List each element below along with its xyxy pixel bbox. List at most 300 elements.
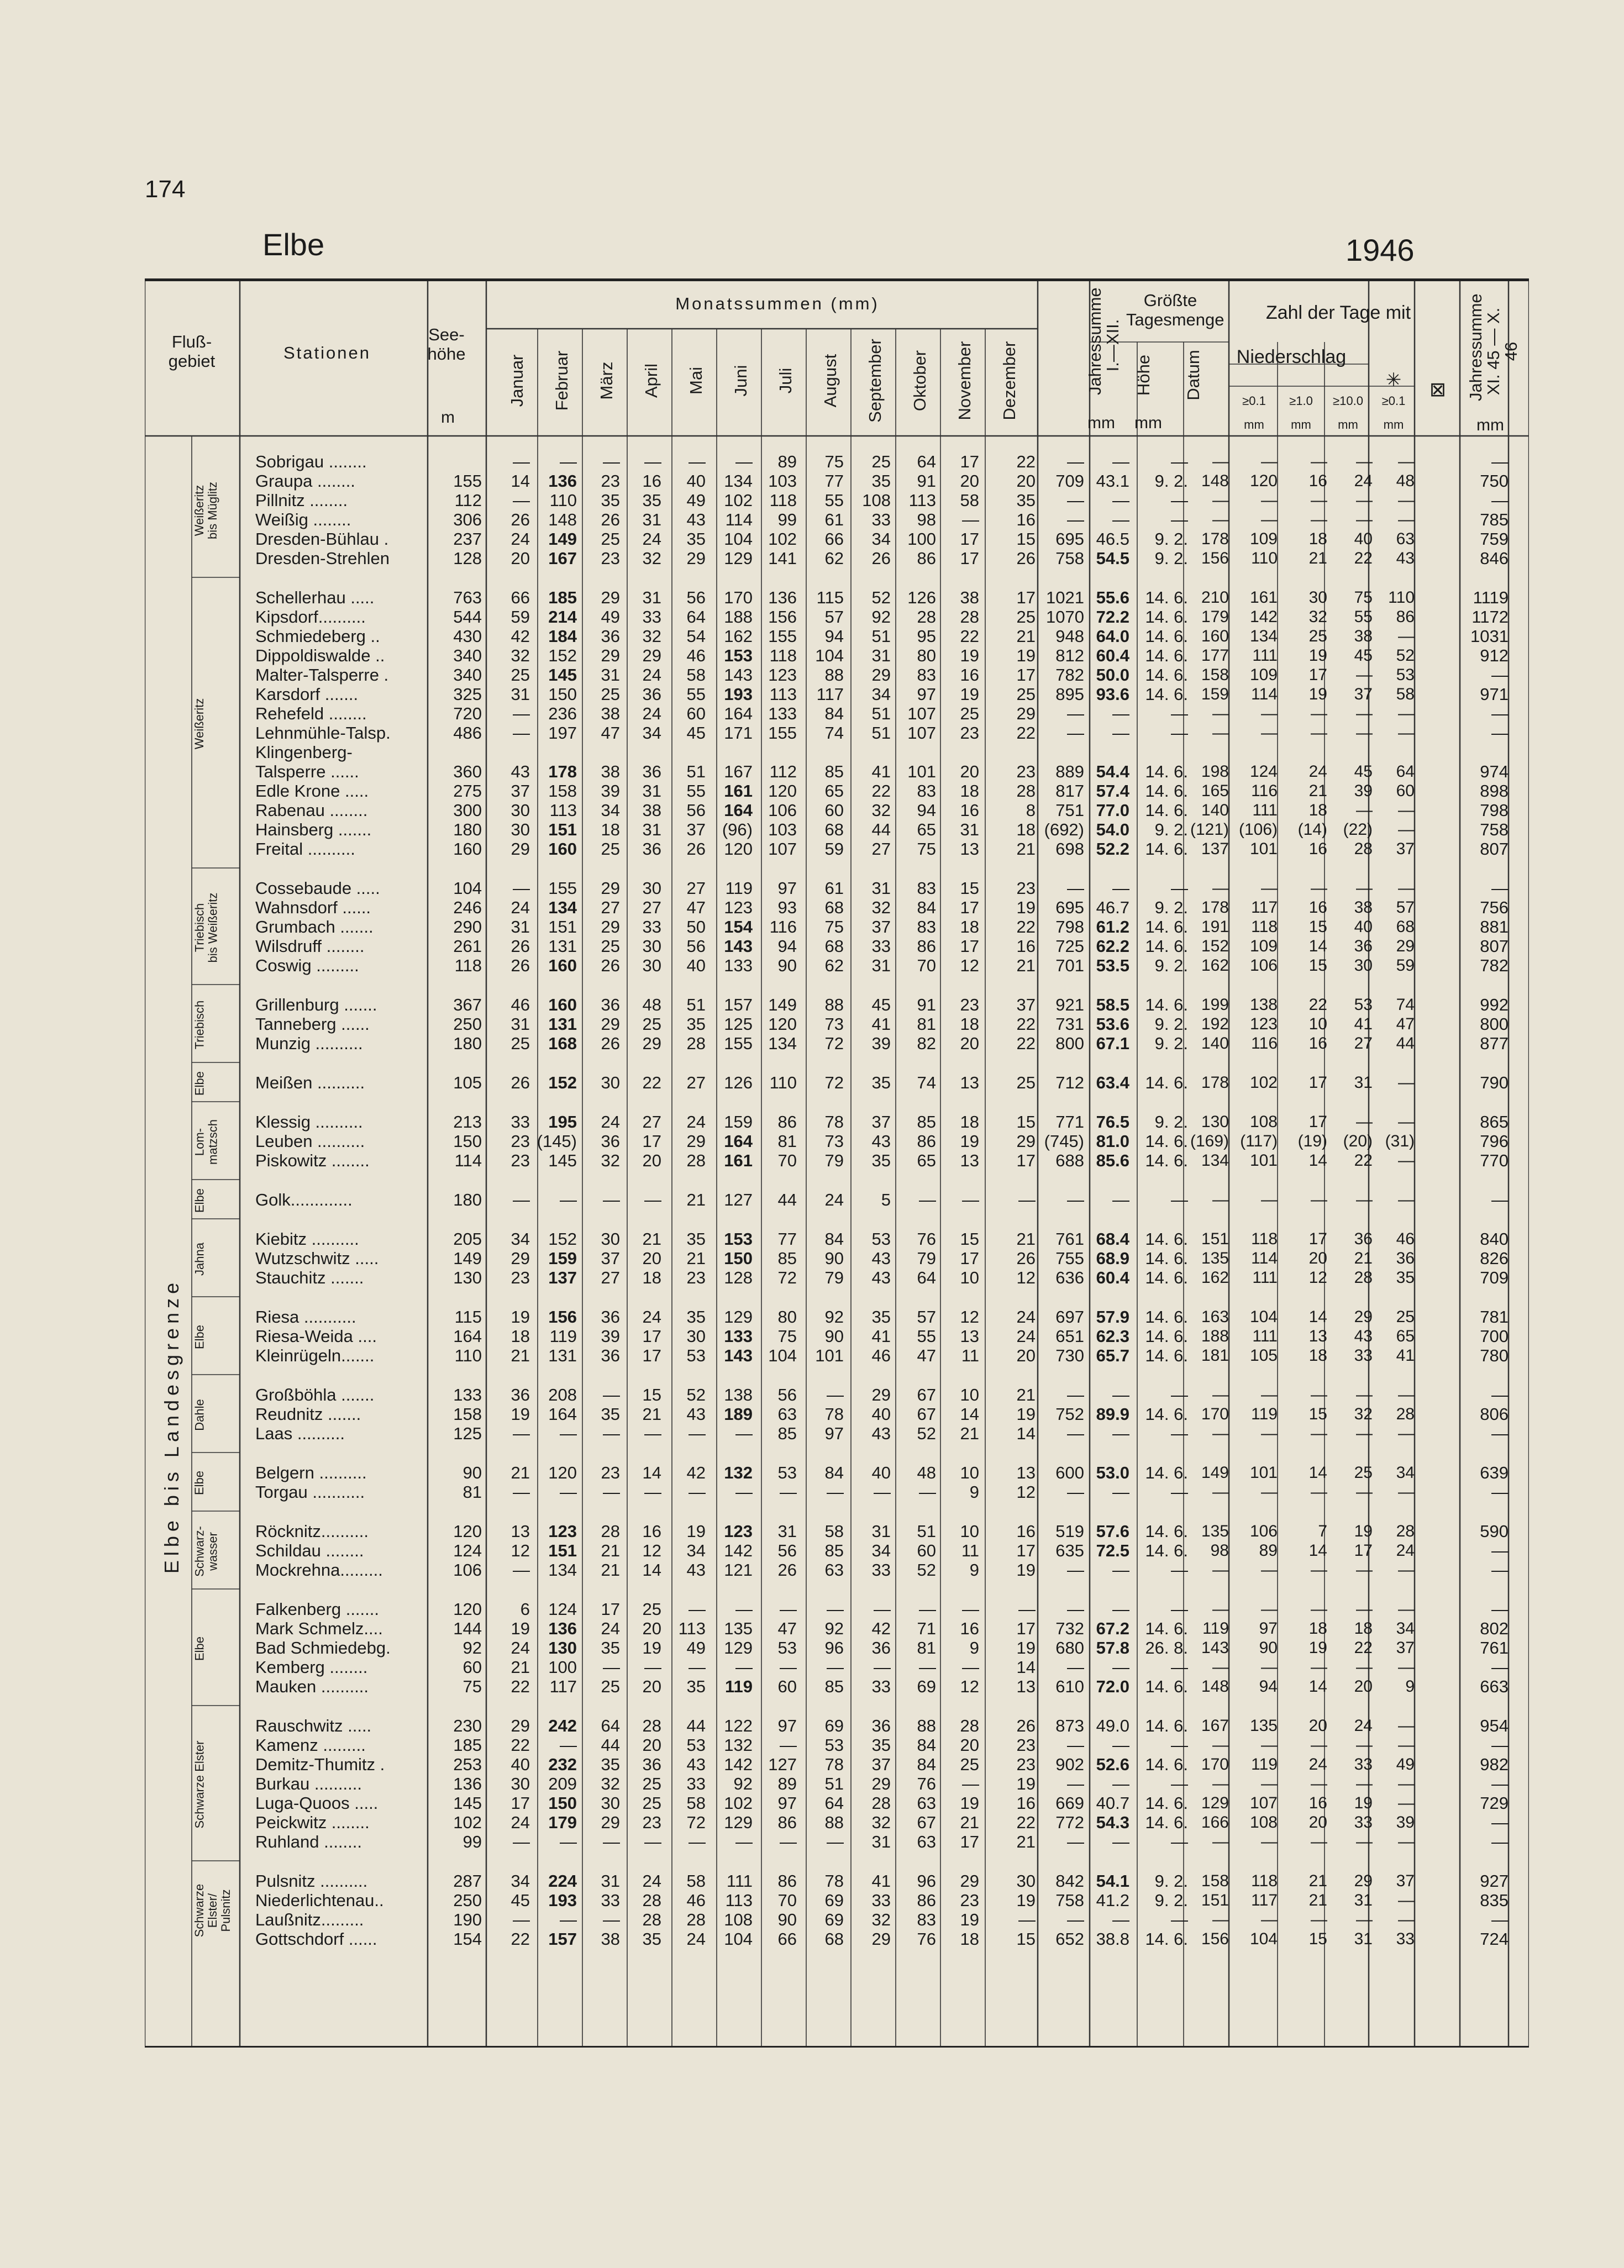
cell-16: 14. 6. <box>1145 995 1188 1014</box>
cell-2: 14 <box>511 471 530 491</box>
cell-19: 16 <box>1308 1794 1327 1812</box>
cell-14: 652 <box>1055 1929 1084 1949</box>
cell-16: 14. 6. <box>1145 1073 1188 1092</box>
cell-8: 107 <box>768 839 797 859</box>
cell-17: 192 <box>1201 1015 1229 1033</box>
cell-20: 18 <box>1354 1619 1373 1638</box>
cell-1: 190 <box>453 1910 482 1929</box>
cell-21: — <box>1398 1794 1415 1812</box>
cell-4: 32 <box>601 1151 620 1170</box>
cell-22: 761 <box>1480 1638 1509 1657</box>
cell-14: 697 <box>1055 1307 1084 1327</box>
cell-17: — <box>1212 511 1229 529</box>
cell-22: 877 <box>1480 1034 1509 1053</box>
cell-1: 120 <box>453 1522 482 1541</box>
cell-21: (31) <box>1385 1132 1415 1150</box>
cell-7: 121 <box>724 1560 753 1580</box>
table-row <box>145 666 1529 684</box>
cell-7: 126 <box>724 1073 753 1092</box>
cell-2: 23 <box>511 1268 530 1287</box>
cell-8: 31 <box>777 1522 797 1541</box>
cell-13: 22 <box>1016 1034 1036 1053</box>
cell-20: — <box>1356 879 1373 897</box>
cell-17: 158 <box>1201 666 1229 684</box>
cell-2: 19 <box>511 1404 530 1424</box>
cell-20: 40 <box>1354 530 1373 548</box>
cell-17: (121) <box>1190 820 1229 839</box>
cell-9: 61 <box>824 510 844 529</box>
cell-10: 39 <box>871 1034 891 1053</box>
cell-10: 40 <box>871 1463 891 1482</box>
cell-3: 151 <box>548 917 577 936</box>
cell-14: 610 <box>1055 1677 1084 1696</box>
cell-3: 151 <box>548 1541 577 1560</box>
cell-19: 10 <box>1308 1015 1327 1033</box>
cell-21: 53 <box>1396 666 1415 684</box>
cell-12: 19 <box>960 1793 979 1813</box>
station-name: Malter-Talsperre . <box>255 665 389 685</box>
cell-18: 104 <box>1249 1930 1278 1948</box>
cell-3: 145 <box>548 1151 577 1170</box>
cell-11: 126 <box>907 588 936 607</box>
cell-6: 56 <box>686 801 706 820</box>
group-label-8: Jahna <box>192 1242 206 1276</box>
cell-12: — <box>962 1657 979 1677</box>
cell-2: 36 <box>511 1385 530 1404</box>
cell-12: 11 <box>961 1346 979 1365</box>
cell-19: — <box>1311 1483 1327 1501</box>
cell-9: 65 <box>824 781 844 801</box>
cell-19: 15 <box>1308 918 1327 936</box>
station-name: Niederlichtenau.. <box>255 1891 384 1910</box>
cell-22: — <box>1491 1735 1509 1755</box>
cell-9: 104 <box>815 646 844 665</box>
cell-10: 35 <box>871 1073 891 1092</box>
cell-12: 9 <box>969 1560 979 1580</box>
cell-6: — <box>689 1832 706 1851</box>
cell-17: — <box>1212 1775 1229 1793</box>
cell-9: — <box>827 1482 844 1502</box>
cell-22: 974 <box>1480 762 1509 781</box>
cell-20: 22 <box>1354 549 1373 567</box>
cell-17: 166 <box>1201 1813 1229 1832</box>
cell-21: 47 <box>1396 1015 1415 1033</box>
cell-15: — <box>1112 878 1129 898</box>
cell-17: — <box>1212 1911 1229 1929</box>
cell-5: 20 <box>642 1151 661 1170</box>
cell-1: 237 <box>453 529 482 549</box>
cell-14: 948 <box>1055 627 1084 646</box>
cell-19: 17 <box>1308 1074 1327 1092</box>
cell-17: 210 <box>1201 588 1229 607</box>
cell-22: 639 <box>1480 1463 1509 1482</box>
station-name: Riesa-Weida .... <box>255 1327 377 1346</box>
table-row <box>145 1346 1529 1365</box>
cell-22: 759 <box>1480 529 1509 549</box>
cell-6: — <box>689 1657 706 1677</box>
cell-7: 123 <box>724 898 753 917</box>
cell-6: 43 <box>686 510 706 529</box>
cell-4: — <box>603 1910 620 1929</box>
cell-7: — <box>735 1832 753 1851</box>
cell-15: 54.3 <box>1096 1813 1129 1832</box>
cell-10: 52 <box>871 588 891 607</box>
cell-22: 802 <box>1480 1619 1509 1638</box>
cell-12: 10 <box>960 1268 979 1287</box>
cell-15: 53.0 <box>1096 1463 1129 1482</box>
cell-20: 33 <box>1354 1813 1373 1832</box>
cell-17: 198 <box>1201 762 1229 781</box>
cell-2: 33 <box>511 1112 530 1132</box>
cell-3: — <box>560 1910 577 1929</box>
cell-7: 164 <box>724 801 753 820</box>
cell-22: 807 <box>1480 936 1509 956</box>
cell-15: 54.5 <box>1096 549 1129 568</box>
cell-7: 143 <box>724 1346 753 1365</box>
cell-6: 54 <box>686 627 706 646</box>
cell-20: 22 <box>1354 1639 1373 1657</box>
cell-19: — <box>1311 1658 1327 1676</box>
cell-14: — <box>1067 1482 1084 1502</box>
cell-1: 60 <box>463 1657 482 1677</box>
cell-20: 55 <box>1354 608 1373 626</box>
cell-7: 133 <box>724 1327 753 1346</box>
cell-1: 340 <box>453 665 482 685</box>
cell-3: 157 <box>548 1929 577 1949</box>
header-seehoehe: See- höhe <box>427 325 466 364</box>
station-name: Munzig .......... <box>255 1034 363 1053</box>
station-name: Golk............. <box>255 1190 353 1209</box>
cell-22: — <box>1491 1541 1509 1560</box>
cell-2: 29 <box>511 1716 530 1735</box>
cell-16: 14. 6. <box>1145 1755 1188 1774</box>
cell-12: 20 <box>960 471 979 491</box>
cell-13: 26 <box>1016 1716 1036 1735</box>
cell-5: 28 <box>642 1716 661 1735</box>
cell-7: 104 <box>724 1929 753 1949</box>
cell-9: 88 <box>824 665 844 685</box>
cell-13: 29 <box>1016 704 1036 723</box>
cell-2: — <box>513 723 530 743</box>
cell-21: 24 <box>1396 1541 1415 1560</box>
cell-11: 81 <box>917 1014 936 1034</box>
cell-8: 85 <box>777 1249 797 1268</box>
cell-6: 21 <box>686 1249 706 1268</box>
cell-16: 14. 6. <box>1145 665 1188 685</box>
table-row <box>145 743 1529 761</box>
cell-20: 32 <box>1354 1405 1373 1423</box>
cell-6: 46 <box>686 646 706 665</box>
cell-8: 66 <box>777 1929 797 1949</box>
cell-15: 43.1 <box>1096 471 1129 491</box>
cell-22: 780 <box>1480 1346 1509 1365</box>
cell-4: 44 <box>601 1735 620 1755</box>
cell-14: — <box>1067 704 1084 723</box>
cell-19: 20 <box>1308 1717 1327 1735</box>
side-label-elbe-bis-landesgrenze: Elbe bis Landesgrenze <box>160 1278 183 1574</box>
cell-20: — <box>1356 1424 1373 1443</box>
cell-4: 36 <box>601 1307 620 1327</box>
cell-6: 52 <box>686 1385 706 1404</box>
cell-10: 32 <box>871 1910 891 1929</box>
cell-10: 43 <box>871 1424 891 1443</box>
cell-14: — <box>1067 723 1084 743</box>
cell-17: 137 <box>1201 840 1229 858</box>
cell-20: — <box>1356 511 1373 529</box>
cell-6: 35 <box>686 529 706 549</box>
cell-10: 43 <box>871 1268 891 1287</box>
cell-20: 27 <box>1354 1034 1373 1053</box>
cell-11: 107 <box>907 704 936 723</box>
cell-7: — <box>735 1482 753 1502</box>
cell-12: 58 <box>960 491 979 510</box>
cell-17: 98 <box>1210 1541 1229 1560</box>
cell-16: 14. 6. <box>1145 917 1188 936</box>
cell-22: 898 <box>1480 781 1509 801</box>
cell-11: 52 <box>917 1560 936 1580</box>
cell-1: 246 <box>453 898 482 917</box>
group-label-1: Weißeritz bis Müglitz <box>192 482 219 539</box>
cell-17: — <box>1212 1424 1229 1443</box>
cell-5: 33 <box>642 917 661 936</box>
cell-21: — <box>1398 1775 1415 1793</box>
cell-21: 60 <box>1396 782 1415 800</box>
cell-19: 20 <box>1308 1249 1327 1267</box>
cell-8: 155 <box>768 627 797 646</box>
cell-18: 134 <box>1249 627 1278 645</box>
cell-20: 30 <box>1354 956 1373 975</box>
cell-7: 143 <box>724 665 753 685</box>
cell-9: 101 <box>815 1346 844 1365</box>
cell-15: 77.0 <box>1096 801 1129 820</box>
cell-18: — <box>1261 1833 1278 1851</box>
cell-21: — <box>1398 452 1415 471</box>
cell-20: — <box>1356 1775 1373 1793</box>
cell-16: — <box>1171 1910 1188 1929</box>
cell-5: 30 <box>642 956 661 975</box>
cell-8: 103 <box>768 820 797 839</box>
cell-7: 162 <box>724 627 753 646</box>
table-row <box>145 1151 1529 1170</box>
cell-1: 102 <box>453 1813 482 1832</box>
cell-18: 116 <box>1251 782 1278 800</box>
cell-12: 20 <box>960 1034 979 1053</box>
table-row <box>145 1132 1529 1150</box>
cell-17: 162 <box>1201 1269 1229 1287</box>
table-row <box>145 1074 1529 1092</box>
cell-16: 14. 6. <box>1145 588 1188 607</box>
cell-9: 79 <box>824 1268 844 1287</box>
cell-15: 53.6 <box>1096 1014 1129 1034</box>
cell-2: 31 <box>511 685 530 704</box>
cell-14: 725 <box>1055 936 1084 956</box>
cell-4: 38 <box>601 704 620 723</box>
cell-5: 38 <box>642 801 661 820</box>
cell-8: 53 <box>777 1463 797 1482</box>
table-row <box>145 1813 1529 1832</box>
cell-11: 67 <box>917 1385 936 1404</box>
cell-13: 25 <box>1016 607 1036 627</box>
cell-12: 11 <box>961 1541 979 1560</box>
cell-2: 34 <box>511 1229 530 1249</box>
cell-19: — <box>1311 452 1327 471</box>
cell-16: 14. 6. <box>1145 1929 1188 1949</box>
cell-18: 114 <box>1251 685 1278 703</box>
cell-10: 36 <box>871 1638 891 1657</box>
cell-21: — <box>1398 1483 1415 1501</box>
cell-14: 758 <box>1055 549 1084 568</box>
cell-22: 663 <box>1480 1677 1509 1696</box>
cell-20: — <box>1356 666 1373 684</box>
cell-9: 78 <box>824 1755 844 1774</box>
cell-8: — <box>780 1735 797 1755</box>
cell-1: 114 <box>454 1151 482 1170</box>
table-row <box>145 1249 1529 1267</box>
cell-22: — <box>1491 491 1509 510</box>
cell-15: — <box>1112 491 1129 510</box>
page-number: 174 <box>145 176 186 203</box>
cell-9: 85 <box>824 1677 844 1696</box>
cell-12: 17 <box>960 1832 979 1851</box>
cell-7: 170 <box>724 588 753 607</box>
cell-11: 83 <box>917 781 936 801</box>
cell-16: 9. 2. <box>1154 1871 1188 1891</box>
cell-14: 688 <box>1055 1151 1084 1170</box>
cell-12: 9 <box>969 1482 979 1502</box>
cell-13: 22 <box>1016 723 1036 743</box>
thunderstorm-icon: ⊠ <box>1429 378 1447 401</box>
cell-21: 57 <box>1396 898 1415 917</box>
cell-3: 197 <box>548 723 577 743</box>
table-row <box>145 646 1529 665</box>
cell-11: 91 <box>917 995 936 1014</box>
cell-12: 21 <box>960 1424 979 1443</box>
cell-9: 85 <box>824 762 844 781</box>
cell-16: — <box>1171 1735 1188 1755</box>
station-name: Wilsdruff ........ <box>255 936 365 956</box>
cell-8: 44 <box>777 1190 797 1209</box>
cell-2: — <box>513 1190 530 1209</box>
cell-16: — <box>1171 723 1188 743</box>
cell-3: 124 <box>548 1599 577 1619</box>
cell-3: — <box>560 1832 577 1851</box>
cell-4: 30 <box>601 1073 620 1092</box>
cell-18: 110 <box>1251 549 1278 567</box>
cell-8: 110 <box>769 1073 797 1092</box>
cell-1: 185 <box>453 1735 482 1755</box>
cell-8: 53 <box>777 1638 797 1657</box>
station-name: Kamenz ......... <box>255 1735 366 1755</box>
cell-14: — <box>1067 1560 1084 1580</box>
station-name: Sobrigau ........ <box>255 452 367 471</box>
cell-15: 46.5 <box>1096 529 1129 549</box>
cell-18: — <box>1261 1736 1278 1754</box>
cell-1: 154 <box>453 1929 482 1949</box>
cell-10: 108 <box>862 491 891 510</box>
cell-10: 26 <box>871 549 891 568</box>
cell-18: — <box>1261 1775 1278 1793</box>
cell-4: 25 <box>601 685 620 704</box>
cell-21: 37 <box>1396 840 1415 858</box>
cell-13: 19 <box>1016 1891 1036 1910</box>
header-jahressumme2: Jahressumme XI. 45 — X. 46 <box>1466 293 1521 401</box>
station-name: Torgau ........... <box>255 1482 365 1502</box>
cell-19: — <box>1311 1911 1327 1929</box>
table-row <box>145 1541 1529 1560</box>
cell-8: — <box>780 1482 797 1502</box>
cell-22: — <box>1491 1482 1509 1502</box>
cell-15: 60.4 <box>1096 1268 1129 1287</box>
cell-18: 111 <box>1252 801 1278 819</box>
cell-5: 14 <box>642 1463 661 1482</box>
cell-2: — <box>513 1910 530 1929</box>
cell-4: 36 <box>601 1132 620 1151</box>
cell-19: 32 <box>1308 608 1327 626</box>
cell-7: 157 <box>724 995 753 1014</box>
cell-17: 134 <box>1201 1151 1229 1170</box>
cell-20: (22) <box>1343 820 1373 839</box>
cell-19: 19 <box>1308 1639 1327 1657</box>
cell-7: — <box>735 1657 753 1677</box>
cell-7: 153 <box>724 1229 753 1249</box>
cell-13: 19 <box>1016 1560 1036 1580</box>
cell-10: 36 <box>871 1716 891 1735</box>
cell-18: (117) <box>1240 1132 1278 1150</box>
station-name: Schildau ........ <box>255 1541 364 1560</box>
cell-22: 835 <box>1480 1891 1509 1910</box>
cell-6: 60 <box>686 704 706 723</box>
station-name: Wutzschwitz ..... <box>255 1249 379 1268</box>
cell-18: — <box>1261 491 1278 509</box>
cell-9: 69 <box>824 1891 844 1910</box>
cell-10: 41 <box>871 1871 891 1891</box>
cell-11: 97 <box>917 685 936 704</box>
cell-16: — <box>1171 704 1188 723</box>
cell-4: 26 <box>601 1034 620 1053</box>
cell-7: 150 <box>724 1249 753 1268</box>
cell-5: 22 <box>642 1073 661 1092</box>
header-month-11: November <box>955 341 974 420</box>
table-row <box>145 588 1529 607</box>
cell-20: — <box>1356 1483 1373 1501</box>
cell-10: 29 <box>871 1929 891 1949</box>
cell-7: 129 <box>724 1638 753 1657</box>
cell-10: 53 <box>871 1229 891 1249</box>
cell-4: 36 <box>601 995 620 1014</box>
cell-11: 86 <box>917 1132 936 1151</box>
cell-4: 29 <box>601 917 620 936</box>
cell-10: 5 <box>881 1190 891 1209</box>
cell-16: 9. 2. <box>1154 529 1188 549</box>
cell-6: 45 <box>686 723 706 743</box>
cell-18: 109 <box>1249 937 1278 955</box>
station-name: Edle Krone ..... <box>255 781 369 801</box>
cell-11: — <box>919 1482 936 1502</box>
cell-4: 25 <box>601 529 620 549</box>
station-name: Falkenberg ....... <box>255 1599 379 1619</box>
cell-21: — <box>1398 1658 1415 1676</box>
cell-5: 34 <box>642 723 661 743</box>
cell-13: 16 <box>1016 936 1036 956</box>
cell-12: 10 <box>960 1463 979 1482</box>
cell-3: 184 <box>548 627 577 646</box>
cell-2: 19 <box>511 1307 530 1327</box>
cell-12: 13 <box>960 1073 979 1092</box>
station-name: Piskowitz ........ <box>255 1151 370 1170</box>
cell-22: 1172 <box>1471 607 1509 627</box>
cell-18: 102 <box>1249 1074 1278 1092</box>
cell-7: 119 <box>725 878 753 898</box>
